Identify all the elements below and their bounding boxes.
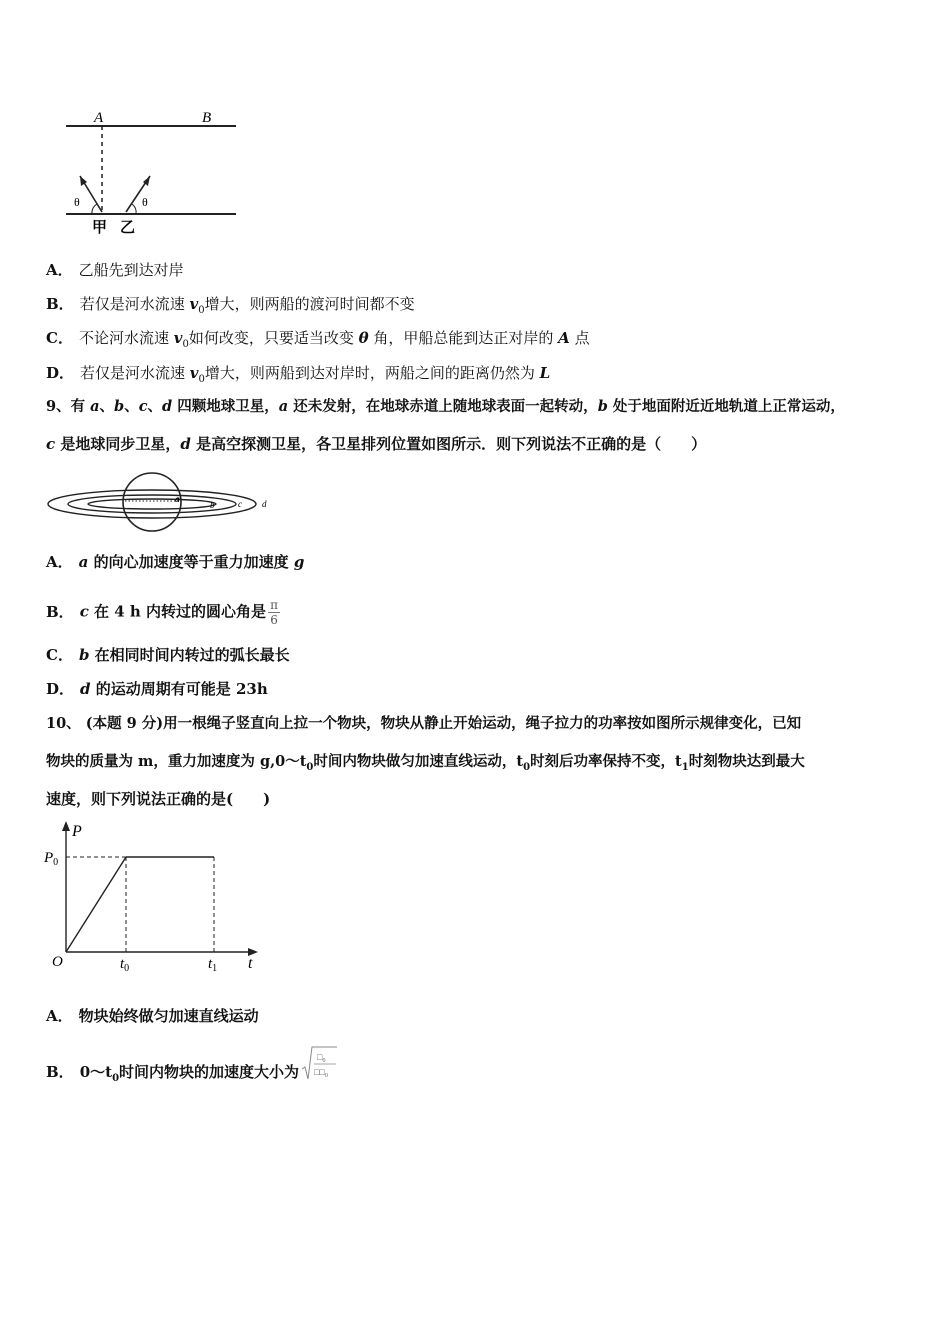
option-text: 0～t — [79, 1063, 113, 1081]
q9-text: 是高空探测卫星，各卫星排列位置如图所示．则下列说法不正确的是（ ） — [190, 435, 707, 453]
sub-0: 0 — [198, 374, 205, 385]
orbit-b — [88, 499, 216, 509]
var-g: g — [293, 553, 305, 571]
option-text: 增大，则两船到达对岸时，两船之间的距离仍然为 — [204, 364, 540, 382]
var-v: v — [173, 329, 183, 347]
option-text: 在相同时间内转过的弧长最长 — [89, 646, 290, 664]
x-axis-label: t — [248, 955, 253, 972]
num-box: □ — [317, 1052, 323, 1062]
theta-jia: θ — [74, 195, 80, 209]
q9-stem-line2 — [46, 434, 706, 454]
q9-stem-line1 — [46, 397, 845, 417]
q10-stem-line1: 10、 (本题 9 分)用一根绳子竖直向上拉一个物块，物块从静止开始运动，绳子拉力的功率按如图所示规律变化，已知 — [46, 715, 802, 732]
sub: 1 — [681, 761, 689, 773]
angle-arc-yi — [132, 204, 136, 214]
q9-option-a — [46, 552, 304, 572]
sqrt-fraction-formula — [301, 1043, 337, 1083]
var-c: c — [46, 435, 56, 453]
p0-letter: P — [44, 850, 54, 866]
y-axis-label: P — [72, 823, 82, 840]
earth-circle — [123, 473, 181, 531]
sub: 0 — [112, 1073, 120, 1084]
t1-label — [208, 956, 217, 974]
q8-option-c — [46, 328, 590, 355]
river-boat-figure — [60, 100, 250, 240]
sub-0: 0 — [182, 339, 189, 350]
p0-sub: 0 — [53, 857, 59, 868]
label-d: d — [262, 499, 267, 509]
var-c: c — [138, 398, 148, 415]
option-label: A． — [46, 261, 73, 279]
option-text: 不论河水流速 — [78, 329, 174, 347]
fraction-pi-over-6 — [268, 598, 280, 627]
var-L: L — [539, 364, 551, 382]
var-d: d — [180, 435, 191, 453]
option-text: 角，甲船总能到达正对岸的 — [368, 329, 559, 347]
option-text: 的运动周期有可能是 23h — [90, 680, 268, 698]
q8-option-d — [46, 363, 550, 390]
var-a: a — [278, 398, 289, 415]
q9-text: 四颗地球卫星， — [172, 398, 279, 415]
var-theta: θ — [358, 329, 369, 347]
label-c: c — [238, 499, 242, 509]
option-text: 时间内物块的加速度大小为 — [119, 1063, 300, 1081]
q10-text: 时间内物块做匀加速直线运动，t — [313, 753, 524, 770]
q10-stem-line3: 速度，则下列说法正确的是( ) — [46, 790, 271, 808]
q9-text: 、 — [147, 398, 163, 415]
sub-0: 0 — [198, 305, 205, 316]
var-c: c — [79, 602, 89, 621]
var-b: b — [114, 398, 125, 415]
var-d: d — [162, 398, 173, 415]
q9-option-d — [46, 679, 268, 699]
q9-text: 还未发射，在地球赤道上随地球表面一起转动， — [288, 398, 598, 415]
p0-label — [43, 850, 58, 868]
label-A: A — [94, 110, 104, 126]
q10-stem-line2 — [46, 752, 805, 778]
fraction-numerator: π — [270, 598, 278, 612]
q8-option-a — [46, 260, 184, 280]
satellite-orbit-figure — [44, 468, 284, 538]
sqrt-numerator — [317, 1052, 325, 1064]
q10-text: 时刻后功率保持不变，t — [530, 753, 682, 770]
t1-letter: t — [208, 956, 213, 972]
sub: 0 — [523, 761, 531, 773]
theta-yi: θ — [142, 195, 148, 209]
fraction-denominator: 6 — [270, 613, 278, 627]
option-text: 的向心加速度等于重力加速度 — [88, 553, 294, 571]
ramp-line — [66, 857, 126, 952]
t0-label — [120, 956, 129, 974]
orbit-d — [48, 490, 256, 518]
q9-text: 是地球同步卫星， — [55, 435, 181, 453]
option-label: B． — [46, 1063, 74, 1081]
var-v: v — [189, 364, 199, 382]
den-sub: 0 — [324, 1073, 328, 1079]
var-d: d — [80, 680, 91, 698]
label-b: b — [210, 500, 215, 510]
label-jia: 甲 — [92, 220, 108, 236]
q9-text: 9、有 — [46, 398, 91, 415]
q10-option-a — [46, 1006, 259, 1026]
option-text: 若仅是河水流速 — [80, 364, 190, 382]
option-text: 点 — [569, 329, 590, 347]
q10-option-b — [46, 1052, 337, 1089]
t0-letter: t — [120, 956, 125, 972]
sub: 0 — [306, 761, 314, 773]
option-label: A． — [46, 1007, 73, 1025]
y-axis-arrow — [62, 821, 70, 831]
var-v: v — [189, 295, 199, 313]
option-text: 乙船先到达对岸 — [78, 261, 184, 279]
q9-option-b — [46, 598, 280, 627]
label-yi: 乙 — [120, 220, 136, 236]
q10-text: 物块的质量为 m，重力加速度为 g,0～t — [46, 753, 307, 770]
label-B: B — [202, 110, 212, 126]
var-a: a — [90, 398, 100, 415]
option-label: A． — [46, 553, 73, 571]
option-label: D． — [46, 364, 75, 382]
q8-option-b — [46, 294, 415, 321]
origin-label: O — [52, 954, 63, 970]
num-sub: 0 — [322, 1058, 326, 1064]
sqrt-denominator — [314, 1067, 328, 1079]
option-label: B． — [46, 295, 74, 313]
q9-text: 、 — [124, 398, 139, 415]
option-text: 增大，则两船的渡河时间都不变 — [204, 295, 415, 313]
option-text: 物块始终做匀加速直线运动 — [78, 1007, 259, 1025]
option-label: B． — [46, 602, 74, 621]
den-boxes: □□ — [314, 1067, 325, 1077]
q10-text: 时刻物块达到最大 — [688, 753, 805, 770]
label-a: a — [175, 494, 180, 504]
var-b: b — [78, 646, 90, 664]
option-label: C． — [46, 329, 73, 347]
q9-option-c — [46, 645, 290, 665]
var-A: A — [558, 329, 570, 347]
option-text: 在 4 h 内转过的圆心角是 — [88, 602, 267, 621]
t0-sub: 0 — [124, 963, 130, 974]
q9-text: 处于地面附近近地轨道上正常运动， — [607, 398, 845, 415]
q9-text: 、 — [99, 398, 115, 415]
angle-arc-jia — [92, 204, 97, 214]
var-a: a — [78, 553, 89, 571]
option-text: 如何改变，只要适当改变 — [188, 329, 359, 347]
option-label: D． — [46, 680, 75, 698]
t1-sub: 1 — [212, 963, 218, 974]
option-label: C． — [46, 646, 73, 664]
var-b: b — [597, 398, 608, 415]
power-time-graph — [40, 818, 280, 978]
option-text: 若仅是河水流速 — [79, 295, 190, 313]
